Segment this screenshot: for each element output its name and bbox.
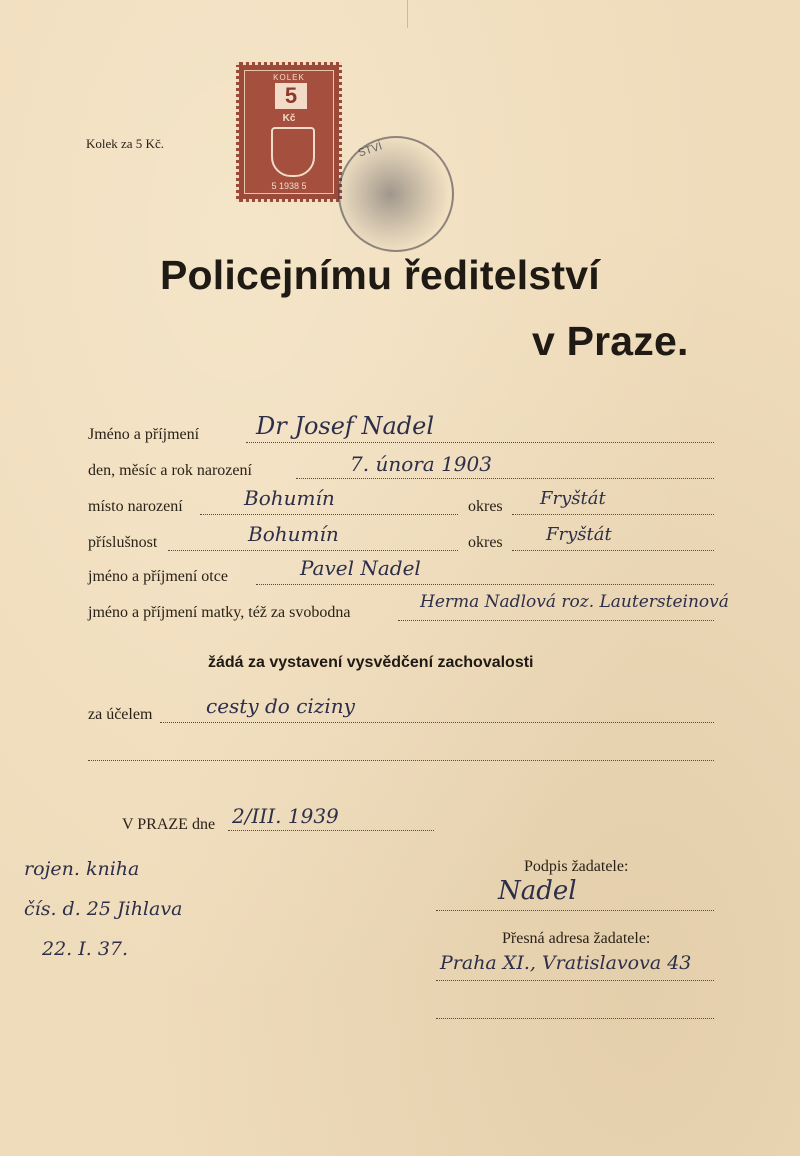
date-label: V PRAZE dne [122, 816, 216, 833]
stamp-bottom-text: 5 1938 5 [271, 181, 307, 191]
mother-line [398, 620, 714, 621]
mother-value: Herma Nadlová roz. Lautersteinová [420, 592, 729, 612]
birthplace-district-value: Fryštát [540, 488, 606, 509]
date-line [228, 830, 434, 831]
signature-value: Nadel [498, 876, 577, 906]
birthplace-line [200, 514, 458, 515]
birth-date-value: 7. února 1903 [350, 452, 492, 476]
address-line [436, 980, 714, 981]
address-label: Přesná adresa žadatele: [502, 930, 651, 947]
purpose-label: za účelem [88, 706, 153, 723]
margin-note-line3: 22. I. 37. [42, 938, 129, 960]
seal-text: STVÍ [356, 140, 384, 160]
father-label: jméno a příjmení otce [88, 568, 228, 585]
date-value: 2/III. 1939 [232, 804, 339, 828]
father-value: Pavel Nadel [300, 556, 421, 580]
page-title-line1: Policejnímu ředitelství [160, 252, 600, 298]
purpose-line [160, 722, 714, 723]
purpose-line-2 [88, 760, 714, 761]
domicile-district-line [512, 550, 714, 551]
domicile-label: příslušnost [88, 534, 158, 551]
father-line [256, 584, 714, 585]
stamp-top-text: KOLEK [273, 73, 305, 82]
address-value: Praha XI., Vratislavova 43 [440, 952, 692, 974]
domicile-line [168, 550, 458, 551]
stamp-caption: Kolek za 5 Kč. [86, 136, 164, 151]
signature-line [436, 910, 714, 911]
birth-date-label: den, měsíc a rok narození [88, 462, 252, 479]
revenue-stamp [236, 62, 342, 202]
birthplace-district-label: okres [468, 498, 503, 515]
stamp-frame [244, 70, 334, 194]
name-line [246, 442, 714, 443]
purpose-value: cesty do ciziny [206, 694, 355, 718]
birth-date-line [296, 478, 714, 479]
margin-note-line2: čís. d. 25 Jihlava [24, 898, 183, 920]
stamp-value: 5 [275, 83, 307, 109]
domicile-value: Bohumín [248, 522, 339, 546]
domicile-district-label: okres [468, 534, 503, 551]
mother-label: jméno a příjmení matky, též za svobodna [88, 604, 351, 621]
margin-note-line1: rojen. kniha [24, 858, 140, 880]
name-value: Dr Josef Nadel [256, 412, 434, 440]
stamp-unit: Kč [282, 113, 296, 124]
birthplace-label: místo narození [88, 498, 183, 515]
lion-shield-icon [271, 127, 315, 177]
fold-crease [407, 0, 408, 28]
office-seal [338, 136, 454, 252]
birthplace-district-line [512, 514, 714, 515]
request-heading: žádá za vystavení vysvědčení zachovalosti [208, 654, 534, 671]
signature-label: Podpis žadatele: [524, 858, 629, 875]
address-line-2 [436, 1018, 714, 1019]
name-label: Jméno a příjmení [88, 426, 200, 443]
domicile-district-value: Fryštát [546, 524, 612, 545]
page-title-line2: v Praze. [532, 318, 689, 364]
birthplace-value: Bohumín [244, 486, 335, 510]
